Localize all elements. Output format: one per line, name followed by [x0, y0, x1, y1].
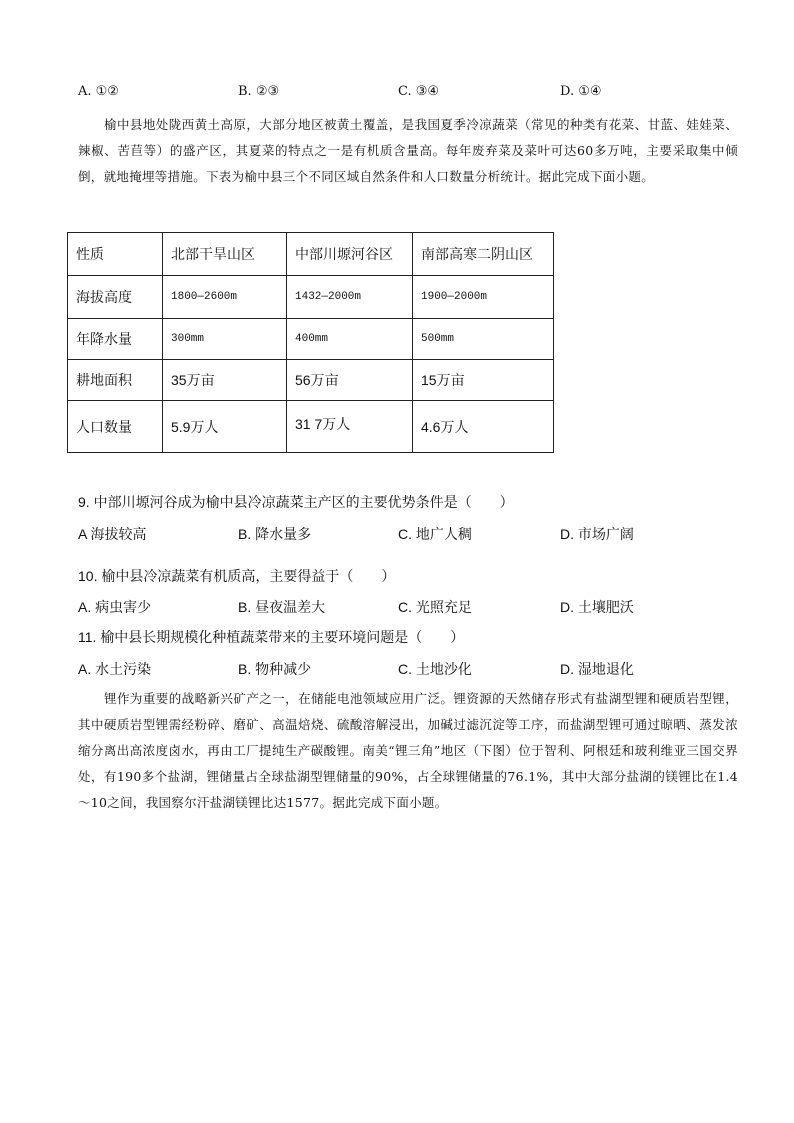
question-10-stem: 10. 榆中县冷凉蔬菜有机质高，主要得益于（ ） — [78, 568, 396, 584]
table-cell: 400mm — [287, 319, 413, 360]
table-cell: 1900—2000m — [413, 276, 554, 319]
table-cell: 500mm — [413, 319, 554, 360]
question-10-option-c[interactable]: C. 光照充足 — [398, 599, 472, 615]
table-cell: 56万亩 — [287, 360, 413, 401]
question-11-option-a[interactable]: A. 水土污染 — [78, 661, 152, 677]
question-11-stem: 11. 榆中县长期规模化种植蔬菜带来的主要环境问题是（ ） — [78, 629, 465, 645]
passage-lithium: 锂作为重要的战略新兴矿产之一，在储能电池领域应用广泛。锂资源的天然储存形式有盐湖型锂和硬质岩型锂，其中硬质岩型锂需经粉碎、磨矿、高温焙烧、硫酸溶解浸出，加碱过滤沉淀等工序，而盐湖型锂可通过晾晒、蒸发浓缩分离出高浓度卤水，再由工厂提纯生产碳酸锂。南美“锂三角”地区（下图）位于智利、阿根廷和玻利维亚三国交界处，有190多个盐湖，锂储量占全球盐湖型锂储量的90%，占全球锂储量的76.1%，其中大部分盐湖的镁锂比在1.4～10之间，我国察尔汗盐湖镁锂比达1577。据此完成下面小题。 — [78, 691, 738, 810]
table-cell: 4.6万人 — [413, 401, 554, 453]
table-cell: 31 7万人 — [287, 401, 413, 453]
table-row — [68, 360, 554, 401]
table-cell: 5.9万人 — [163, 401, 287, 453]
question-11-option-b[interactable]: B. 物种减少 — [238, 661, 312, 677]
question-10-option-b[interactable]: B. 昼夜温差大 — [238, 599, 326, 615]
region-table — [67, 232, 554, 453]
table-cell: 年降水量 — [68, 319, 163, 360]
table-cell: 300mm — [163, 319, 287, 360]
table-cell: 人口数量 — [68, 401, 163, 453]
table-header-cell: 中部川塬河谷区 — [287, 233, 413, 276]
table-cell: 海拔高度 — [68, 276, 163, 319]
prev-option-b: B. ②③ — [238, 84, 280, 99]
prev-option-a: A. ①② — [78, 84, 119, 99]
prev-option-d: D. ①④ — [560, 84, 602, 99]
table-cell: 1432—2000m — [287, 276, 413, 319]
table-cell: 35万亩 — [163, 360, 287, 401]
table-cell: 1800—2600m — [163, 276, 287, 319]
question-11-option-d[interactable]: D. 湿地退化 — [560, 661, 634, 677]
table-header-cell: 北部干旱山区 — [163, 233, 287, 276]
table-cell: 15万亩 — [413, 360, 554, 401]
table-row — [68, 319, 554, 360]
table-row — [68, 276, 554, 319]
question-11-option-c[interactable]: C. 土地沙化 — [398, 661, 472, 677]
question-9-option-a[interactable]: A 海拔较高 — [78, 526, 147, 542]
question-9-option-b[interactable]: B. 降水量多 — [238, 526, 312, 542]
table-cell: 耕地面积 — [68, 360, 163, 401]
question-9-stem: 9. 中部川塬河谷成为榆中县冷凉蔬菜主产区的主要优势条件是（ ） — [78, 494, 514, 510]
table-row — [68, 401, 554, 453]
question-10-option-d[interactable]: D. 土壤肥沃 — [560, 599, 634, 615]
question-10-option-a[interactable]: A. 病虫害少 — [78, 599, 152, 615]
question-9-option-c[interactable]: C. 地广人稠 — [398, 526, 472, 542]
table-header-cell: 性质 — [68, 233, 163, 276]
question-9-option-d[interactable]: D. 市场广阔 — [560, 526, 634, 542]
prev-option-c: C. ③④ — [398, 84, 440, 99]
table-header-row — [68, 233, 554, 276]
passage-yuzhong: 榆中县地处陇西黄土高原，大部分地区被黄土覆盖，是我国夏季冷凉蔬菜（常见的种类有花菜、甘蓝、娃娃菜、辣椒、苦苣等）的盛产区，其夏菜的特点之一是有机质含量高。每年废弃菜及菜叶可达60多万吨，主要采取集中倾倒，就地掩埋等措施。下表为榆中县三个不同区域自然条件和人口数量分析统计。据此完成下面小题。 — [78, 117, 738, 184]
table-header-cell: 南部高寒二阴山区 — [413, 233, 554, 276]
